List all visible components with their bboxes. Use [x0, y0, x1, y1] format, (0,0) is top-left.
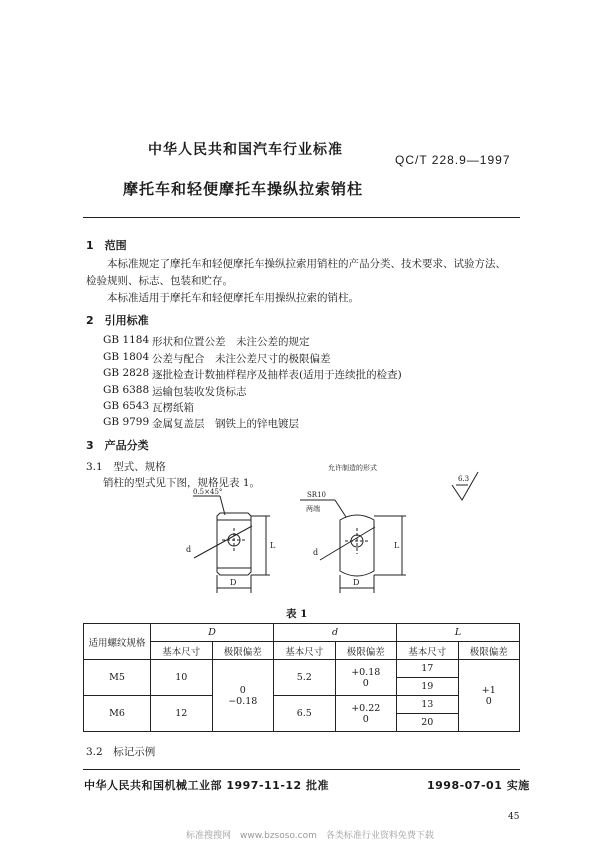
roughness-symbol-icon [452, 472, 478, 500]
cell-L-basic: 20 [397, 714, 459, 732]
ref-code: GB 1184 [103, 334, 150, 346]
cell-L-deviation [458, 660, 520, 732]
footer-rule [83, 769, 520, 770]
ref-name: 公差与配合 未注公差尺寸的极限偏差 [152, 353, 331, 365]
header-D: D [151, 624, 274, 642]
d-deviation-lower: 0 [362, 677, 369, 689]
cell-thread: M6 [84, 696, 151, 732]
subheader-basic: 基本尺寸 [274, 642, 336, 660]
issuing-body: 中华人民共和国汽车行业标准 [148, 142, 343, 158]
ref-name: 运输包装收发货标志 [152, 386, 247, 398]
ref-code: GB 2828 [103, 367, 150, 379]
section-1-paragraph-1: 本标准规定了摩托车和轻便摩托车操纵拉索用销柱的产品分类、技术要求、试验方法、检验规则、标志、包装和贮存。 [86, 258, 506, 287]
d-deviation-upper: +0.18 [351, 666, 381, 678]
cell-d-deviation [335, 660, 397, 696]
standard-code: QC/T 228.9—1997 [395, 153, 511, 167]
ref-name: 形状和位置公差 未注公差的规定 [152, 336, 310, 348]
section-3-heading: 3 产品分类 [86, 439, 149, 452]
d-label-right: d [313, 548, 319, 557]
subheader-limit: 极限偏差 [458, 642, 520, 660]
table-header-row [84, 624, 520, 642]
D-label-right: D [353, 578, 360, 587]
pin-figure [160, 460, 500, 600]
cell-d-basic: 5.2 [274, 660, 336, 696]
title-rule [83, 217, 520, 218]
ref-name: 金属复盖层 钢铁上的锌电镀层 [152, 418, 299, 430]
both-ends-label: 两端 [306, 505, 320, 513]
cell-d-deviation [335, 696, 397, 732]
header-thread: 适用螺纹规格 [84, 624, 151, 660]
cell-L-basic: 19 [397, 678, 459, 696]
cell-d-basic: 6.5 [274, 696, 336, 732]
subheader-basic: 基本尺寸 [151, 642, 213, 660]
roughness-value: 6.3 [458, 475, 470, 483]
ref-code: GB 9799 [103, 416, 150, 428]
ref-code: GB 6388 [103, 384, 150, 396]
approval-line: 中华人民共和国机械工业部 1997-11-12 批准 [84, 779, 330, 792]
d-deviation-lower: 0 [362, 713, 369, 725]
ref-code: GB 6543 [103, 400, 150, 412]
L-deviation-lower: 0 [485, 695, 492, 707]
subheader-basic: 基本尺寸 [397, 642, 459, 660]
ref-name: 瓦楞纸箱 [152, 402, 194, 414]
L-label-right: L [394, 541, 400, 550]
table-row [84, 696, 520, 714]
cell-L-basic: 17 [397, 660, 459, 678]
subsection-3-1-heading: 3.1 型式、规格 [86, 461, 166, 473]
table-caption: 表 1 [286, 608, 308, 620]
D-deviation-lower: −0.18 [228, 695, 258, 707]
cell-D-deviation [212, 660, 274, 732]
sr-label: SR10 [307, 491, 326, 499]
L-label-left: L [270, 541, 276, 550]
cell-D-basic: 12 [151, 696, 213, 732]
ref-name: 逐批检查计数抽样程序及抽样表(适用于连续批的检查) [152, 369, 402, 381]
L-deviation-upper: +1 [481, 684, 496, 696]
table-row [84, 660, 520, 678]
section-2-heading: 2 引用标准 [86, 314, 149, 327]
document-title: 摩托车和轻便摩托车操纵拉索销柱 [123, 180, 364, 198]
watermark-text: 标准搜搜网 www.bzsoso.com 各类标准行业资料免费下载 [186, 831, 434, 841]
D-label-left: D [230, 578, 237, 587]
alternative-form-caption: 允许制造的形式 [328, 464, 377, 472]
page-number: 45 [508, 812, 520, 822]
header-d: d [274, 624, 397, 642]
D-deviation-upper: 0 [239, 684, 246, 696]
cell-thread: M5 [84, 660, 151, 696]
d-label-left: d [186, 545, 192, 554]
chamfer-label: 0.5×45° [193, 488, 223, 496]
pin-standard-view [186, 488, 276, 593]
section-1-paragraph-2: 本标准适用于摩托车和轻便摩托车用操纵拉索的销柱。 [107, 292, 359, 304]
cell-D-basic: 10 [151, 660, 213, 696]
subheader-limit: 极限偏差 [212, 642, 274, 660]
ref-code: GB 1804 [103, 351, 150, 363]
cell-L-basic: 13 [397, 696, 459, 714]
d-deviation-upper: +0.22 [351, 702, 381, 714]
header-L: L [397, 624, 520, 642]
subsection-3-2-heading: 3.2 标记示例 [86, 746, 156, 758]
implementation-date: 1998-07-01 实施 [427, 779, 530, 792]
section-1-heading: 1 范围 [86, 239, 127, 252]
pin-alternative-view [300, 463, 406, 593]
subsection-3-1-text: 销柱的型式见下图，规格见表 1。 [103, 477, 261, 489]
specification-table [83, 623, 520, 732]
subheader-limit: 极限偏差 [335, 642, 397, 660]
